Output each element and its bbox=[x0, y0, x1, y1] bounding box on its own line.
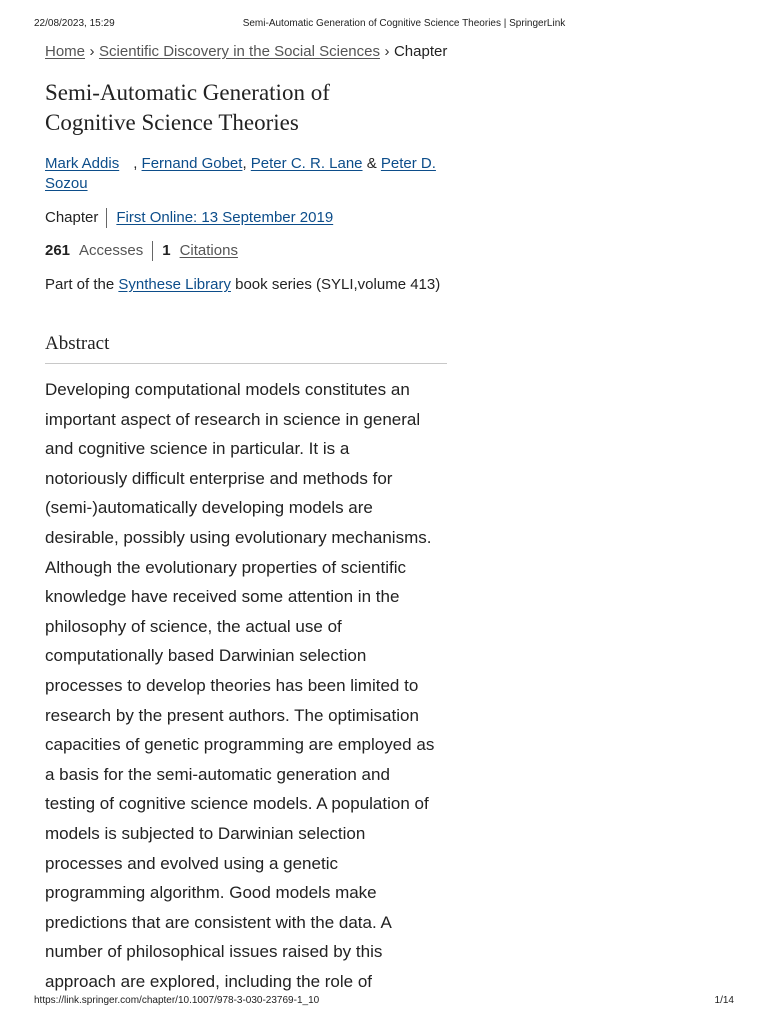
accesses-count: 261 bbox=[45, 242, 71, 259]
print-header bbox=[34, 17, 734, 31]
first-online-link[interactable]: First Online: 13 September 2019 bbox=[116, 209, 334, 226]
abstract-text bbox=[45, 375, 447, 996]
breadcrumb-home-link[interactable]: Home bbox=[45, 43, 86, 60]
print-document-title: Semi-Automatic Generation of Cognitive Science Theories | SpringerLink bbox=[242, 18, 566, 29]
abstract-line: processes to develop theories has been limited to bbox=[45, 675, 419, 695]
series-prefix: Part of the bbox=[45, 276, 115, 293]
series-suffix: book series (SYLI,volume 413) bbox=[235, 276, 441, 293]
author-link[interactable]: Peter C. R. Lane bbox=[250, 155, 363, 172]
chevron-right-icon: › bbox=[89, 43, 95, 60]
abstract-line: number of philosophical issues raised by this bbox=[45, 942, 383, 962]
abstract-line: models is subjected to Darwinian selection bbox=[45, 823, 366, 843]
abstract-line: important aspect of research in science in general bbox=[45, 409, 421, 429]
abstract-line: a basis for the semi-automatic generation and bbox=[45, 764, 390, 784]
article-metrics bbox=[45, 241, 447, 261]
citations-link[interactable]: Citations bbox=[179, 242, 238, 259]
author-link[interactable]: Peter D. bbox=[380, 155, 436, 172]
abstract-line: research by the present authors. The optimisation bbox=[45, 705, 419, 725]
abstract-line: processes and evolved using a genetic bbox=[45, 853, 338, 873]
accesses-label: Accesses bbox=[79, 242, 144, 259]
abstract-line: capacities of genetic programming are employed as bbox=[45, 735, 435, 755]
author-separator: , bbox=[133, 155, 138, 172]
print-page-number: 1/14 bbox=[714, 995, 734, 1006]
breadcrumb-current: Chapter bbox=[393, 43, 448, 60]
abstract-line: desirable, possibly using evolutionary mechanisms. bbox=[45, 527, 432, 547]
metrics-divider bbox=[152, 241, 153, 261]
author-list bbox=[45, 154, 447, 194]
page-title bbox=[45, 78, 447, 138]
page-title-line-1: Semi-Automatic Generation of bbox=[45, 80, 330, 105]
abstract-line: Although the evolutionary properties of scientific bbox=[45, 557, 406, 577]
breadcrumb-book-link[interactable]: Scientific Discovery in the Social Sciences bbox=[99, 43, 380, 60]
print-footer bbox=[34, 994, 734, 1008]
book-series-info bbox=[45, 275, 447, 295]
abstract-line: (semi-)automatically developing models are bbox=[45, 498, 373, 518]
series-link[interactable]: Synthese Library bbox=[118, 276, 231, 293]
author-link[interactable]: Mark Addis bbox=[45, 155, 120, 172]
page-title-line-2: Cognitive Science Theories bbox=[45, 110, 299, 135]
citations-count: 1 bbox=[162, 242, 171, 259]
author-link[interactable]: Sozou bbox=[45, 175, 88, 192]
author-link[interactable]: Fernand Gobet bbox=[141, 155, 243, 172]
chapter-meta bbox=[45, 208, 447, 228]
abstract-line: approach are explored, including the role of bbox=[45, 971, 372, 991]
abstract-line: computationally based Darwinian selection bbox=[45, 646, 367, 666]
abstract-line: predictions that are consistent with the data. A bbox=[45, 912, 392, 932]
abstract-line: and cognitive science in particular. It is a bbox=[45, 439, 350, 459]
abstract-line: philosophy of science, the actual use of bbox=[45, 616, 342, 636]
author-separator-ampersand: & bbox=[366, 155, 377, 172]
abstract-line: notoriously difficult enterprise and methods for bbox=[45, 468, 393, 488]
print-url: https://link.springer.com/chapter/10.1007/978-3-030-23769-1_10 bbox=[34, 995, 320, 1006]
abstract-heading: Abstract bbox=[45, 332, 447, 364]
abstract-line: knowledge have received some attention in the bbox=[45, 587, 400, 607]
chevron-right-icon: › bbox=[384, 43, 390, 60]
print-date: 22/08/2023, 15:29 bbox=[34, 18, 115, 29]
chapter-page bbox=[45, 40, 447, 996]
author-separator: , bbox=[242, 155, 247, 172]
abstract-line: programming algorithm. Good models make bbox=[45, 883, 377, 903]
abstract-line: Developing computational models constitutes an bbox=[45, 380, 410, 399]
breadcrumb bbox=[45, 40, 447, 64]
content-type-label: Chapter bbox=[45, 209, 99, 226]
abstract-line: testing of cognitive science models. A population of bbox=[45, 794, 429, 814]
meta-divider bbox=[106, 208, 107, 228]
